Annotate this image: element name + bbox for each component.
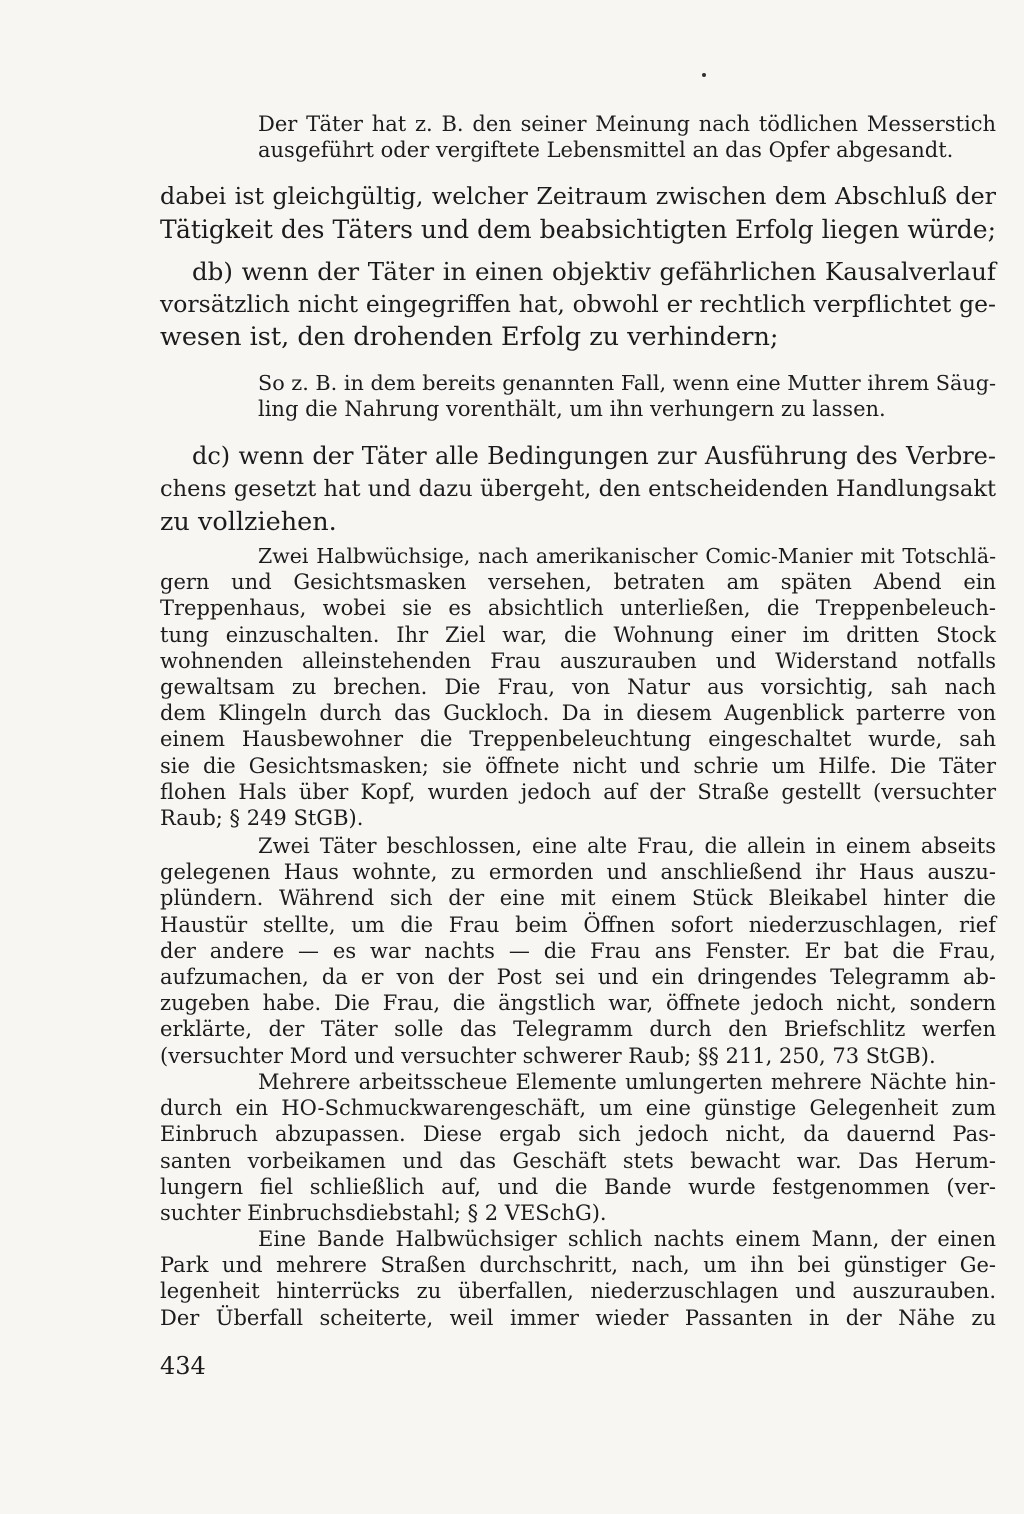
text-line: Zwei Halbwüchsige, nach amerikanischer Comic-Manier mit Totschlä-: [258, 544, 996, 568]
text-line: der andere — es war nachts — die Frau ans Fenster. Er bat die Frau,: [160, 938, 996, 963]
text-line: gelegenen Haus wohnte, zu ermorden und anschließend ihr Haus auszu-: [160, 860, 996, 885]
text-line: Raub; § 249 StGB).: [160, 806, 364, 831]
text-line: lungern fiel schließlich auf, und die Bande wurde festgenommen (ver-: [160, 1174, 996, 1199]
text-line: tung einzuschalten. Ihr Ziel war, die Wohnung einer im dritten Stock: [160, 622, 996, 647]
text-line: gern und Gesichtsmasken versehen, betraten am späten Abend ein: [160, 570, 996, 595]
text-line: So z. B. in dem bereits genannten Fall, wenn eine Mutter ihrem Säug-: [258, 371, 997, 395]
text-line: Mehrere arbeitsscheue Elemente umlungerten mehrere Nächte hin-: [258, 1070, 996, 1094]
text-line: wesen ist, den drohenden Erfolg zu verhindern;: [160, 322, 779, 352]
main-paragraph-dc: [160, 440, 996, 539]
print-speck: [702, 73, 706, 77]
text-line: wohnenden alleinstehenden Frau auszurauben und Widerstand notfalls: [160, 648, 996, 673]
text-line: aufzumachen, da er von der Post sei und ein dringendes Telegramm ab-: [160, 965, 996, 990]
text-line: Park und mehrere Straßen durchschritt, nach, um ihn bei günstiger Ge-: [160, 1253, 996, 1278]
text-line: chens gesetzt hat und dazu übergeht, den entscheidenden Handlungsakt: [160, 476, 996, 502]
text-line: (versuchter Mord und versuchter schwerer Raub; §§ 211, 250, 73 StGB).: [160, 1043, 936, 1068]
text-line: zu vollziehen.: [160, 507, 337, 537]
text-line: zugeben habe. Die Frau, die ängstlich war, öffnete jedoch nicht, sondern: [160, 991, 996, 1016]
text-line: erklärte, der Täter solle das Telegramm durch den Briefschlitz werfen: [160, 1017, 996, 1042]
text-line: Zwei Täter beschlossen, eine alte Frau, die allein in einem abseits: [258, 834, 996, 858]
text-line: plündern. Während sich der eine mit einem Stück Bleikabel hinter die: [160, 886, 996, 911]
text-line: dc) wenn der Täter alle Bedingungen zur Ausführung des Verbre-: [192, 442, 996, 470]
example-paragraph-1: [160, 543, 996, 831]
main-paragraph-1: [160, 180, 996, 246]
text-line: vorsätzlich nicht eingegriffen hat, obwohl er rechtlich verpflichtet ge-: [160, 290, 996, 318]
text-line: suchter Einbruchsdiebstahl; § 2 VESchG).: [160, 1201, 607, 1226]
text-line: ausgeführt oder vergiftete Lebensmittel an das Opfer abgesandt.: [258, 138, 954, 163]
main-paragraph-db: [160, 255, 996, 354]
page-number: 434: [160, 1352, 206, 1380]
text-line: einem Hausbewohner die Treppenbeleuchtung eingeschaltet wurde, sah: [160, 727, 996, 752]
text-line: Eine Bande Halbwüchsiger schlich nachts einem Mann, der einen: [258, 1227, 996, 1251]
text-line: Tätigkeit des Täters und dem beabsichtigten Erfolg liegen würde;: [160, 215, 996, 244]
text-line: Einbruch abzupassen. Diese ergab sich jedoch nicht, da dauernd Pas-: [160, 1122, 996, 1147]
text-line: flohen Hals über Kopf, wurden jedoch auf der Straße gestellt (versuchter: [160, 779, 996, 804]
text-line: db) wenn der Täter in einen objektiv gefährlichen Kausalverlauf: [192, 257, 996, 286]
example-paragraph-2: [160, 833, 996, 1069]
text-line: sie die Gesichtsmasken; sie öffnete nicht und schrie um Hilfe. Die Täter: [160, 753, 996, 778]
text-line: Haustür stellte, um die Frau beim Öffnen sofort niederzuschlagen, rief: [160, 912, 996, 937]
text-line: durch ein HO-Schmuckwarengeschäft, um eine günstige Gelegenheit zum: [160, 1096, 996, 1121]
note-paragraph-1: [258, 111, 996, 163]
note-paragraph-2: [258, 370, 996, 422]
example-paragraph-4: [160, 1226, 996, 1331]
text-line: dabei ist gleichgültig, welcher Zeitraum zwischen dem Abschluß der: [160, 182, 996, 210]
text-line: santen vorbeikamen und das Geschäft stets bewacht war. Das Herum-: [160, 1148, 996, 1173]
text-line: ling die Nahrung vorenthält, um ihn verhungern zu lassen.: [258, 397, 886, 422]
text-line: Der Täter hat z. B. den seiner Meinung nach tödlichen Messerstich: [258, 112, 996, 136]
text-line: gewaltsam zu brechen. Die Frau, von Natur aus vorsichtig, sah nach: [160, 675, 996, 700]
text-line: Treppenhaus, wobei sie es absichtlich unterließen, die Treppenbeleuch-: [160, 596, 996, 621]
text-line: dem Klingeln durch das Guckloch. Da in diesem Augenblick parterre von: [160, 701, 996, 726]
text-line: Der Überfall scheiterte, weil immer wieder Passanten in der Nähe zu: [160, 1305, 996, 1330]
example-paragraph-3: [160, 1069, 996, 1226]
text-line: legenheit hinterrücks zu überfallen, niederzuschlagen und auszurauben.: [160, 1279, 996, 1304]
